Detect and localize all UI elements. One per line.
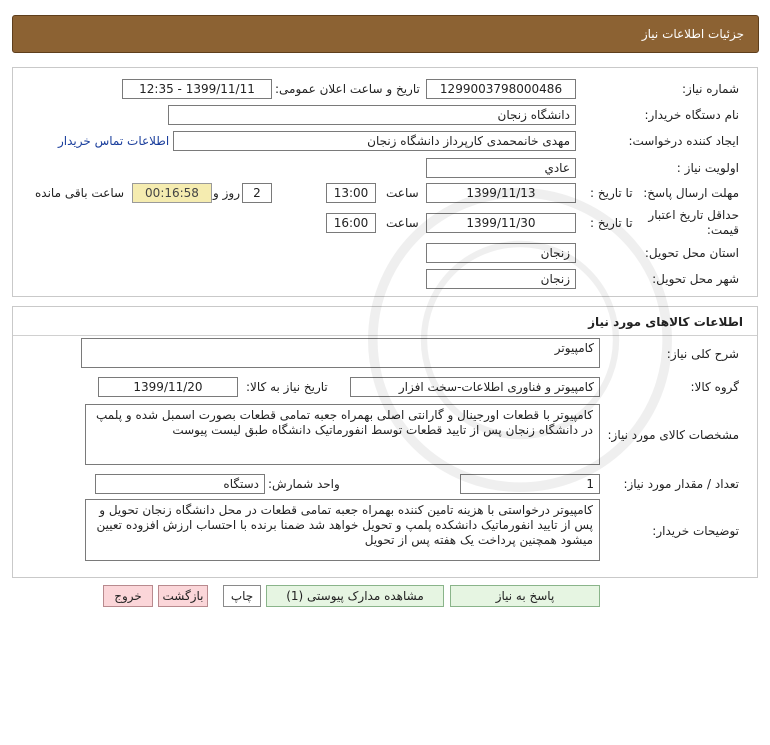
reply-to-need-button[interactable]: پاسخ به نیاز — [450, 585, 600, 607]
days-label: روز و — [213, 186, 240, 200]
group-field: کامپیوتر و فناوری اطلاعات-سخت افزار — [350, 377, 600, 397]
view-attachments-button[interactable]: مشاهده مدارک پیوستی (1) — [266, 585, 444, 607]
goods-section-title: اطلاعات کالاهای مورد نیاز — [588, 315, 743, 329]
summary-field: کامپیوتر — [81, 338, 600, 368]
buyer-org-field: دانشگاه زنجان — [168, 105, 576, 125]
validity-time-field: 16:00 — [326, 213, 376, 233]
quantity-field: 1 — [460, 474, 600, 494]
back-button[interactable]: بازگشت — [158, 585, 208, 607]
buyer-contact-link[interactable]: اطلاعات تماس خریدار — [58, 134, 170, 148]
need-date-label: تاریخ نیاز به کالا: — [246, 380, 328, 394]
summary-label: شرح کلی نیاز: — [666, 347, 739, 361]
price-validity-label-2: قیمت: — [706, 223, 739, 237]
group-label: گروه کالا: — [690, 380, 739, 394]
reply-time-field: 13:00 — [326, 183, 376, 203]
remaining-time-field: 00:16:58 — [132, 183, 212, 203]
announce-field: 1399/11/11 - 12:35 — [122, 79, 272, 99]
quantity-label: تعداد / مقدار مورد نیاز: — [623, 477, 739, 491]
unit-field: دستگاه — [95, 474, 265, 494]
validity-until-label: تا تاریخ : — [590, 216, 633, 230]
creator-field: مهدی خانمحمدی کارپرداز دانشگاه زنجان — [173, 131, 576, 151]
priority-field: عادي — [426, 158, 576, 178]
validity-time-label: ساعت — [386, 216, 419, 230]
need-number-field: 1299003798000486 — [426, 79, 576, 99]
reply-time-label: ساعت — [386, 186, 419, 200]
exit-button[interactable]: خروج — [103, 585, 153, 607]
announce-label: تاریخ و ساعت اعلان عمومی: — [275, 82, 420, 96]
buyer-notes-field: کامپیوتر درخواستی با هزینه تامین کننده بهمراه جعبه تمامی قطعات در محل دانشگاه زنجان تحویل و پس از تایید انفورماتیک دانشکده پلمپ و تحویل خواهد شد ضمنا برنده با احتساب ارزش افزوده تعیین میشود همچنین پرداخت یک هفته پس از تحویل — [85, 499, 600, 561]
city-label: شهر محل تحویل: — [652, 272, 739, 286]
priority-label: اولویت نیاز : — [676, 161, 739, 175]
goods-panel — [12, 306, 758, 578]
reply-deadline-label: مهلت ارسال پاسخ: — [643, 186, 739, 200]
province-label: استان محل تحویل: — [644, 246, 739, 260]
price-validity-label: حداقل تاریخ اعتبار — [648, 208, 739, 222]
reply-date-field: 1399/11/13 — [426, 183, 576, 203]
validity-date-field: 1399/11/30 — [426, 213, 576, 233]
province-field: زنجان — [426, 243, 576, 263]
need-date-field: 1399/11/20 — [98, 377, 238, 397]
page-title: جزئیات اطلاعات نیاز — [641, 27, 744, 41]
buyer-notes-label: توضیحات خریدار: — [652, 524, 739, 538]
print-button[interactable]: چاپ — [223, 585, 261, 607]
remaining-label: ساعت باقی مانده — [35, 186, 125, 200]
specs-field: کامپیوتر با قطعات اورجینال و گارانتی اصلی بهمراه جعبه تمامی قطعات بصورت اسمبل شده و پلمپ در دانشگاه زنجان پس از تایید قطعات توسط انفورماتیک دانشگاه طبق لیست پیوست — [85, 404, 600, 465]
page-header — [12, 15, 759, 53]
specs-label: مشخصات کالای مورد نیاز: — [607, 428, 739, 442]
until-date-label: تا تاریخ : — [590, 186, 633, 200]
section-divider — [13, 335, 757, 336]
need-number-label: شماره نیاز: — [682, 82, 739, 96]
city-field: زنجان — [426, 269, 576, 289]
unit-label: واحد شمارش: — [268, 477, 340, 491]
buyer-org-label: نام دستگاه خریدار: — [644, 108, 739, 122]
creator-label: ایجاد کننده درخواست: — [628, 134, 739, 148]
days-field: 2 — [242, 183, 272, 203]
need-info-panel — [12, 67, 758, 297]
